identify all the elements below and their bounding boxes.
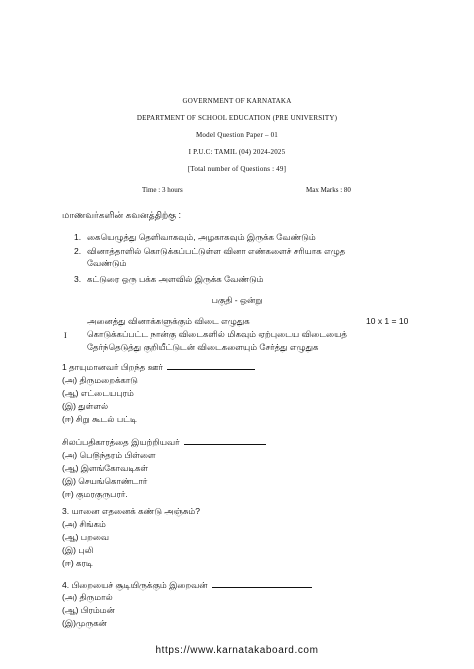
instructions-title: மாணவர்களின் கவனத்திற்கு :	[62, 210, 182, 220]
option: (ஆ) பறவை	[62, 532, 110, 542]
option: (அ) சிங்கம்	[62, 519, 106, 529]
option: (அ) பெ௫ந்தரம் பிள்ளை	[62, 450, 156, 460]
answer-blank	[167, 361, 255, 370]
question-text	[62, 579, 312, 592]
instruction-text: வினாத்தாளில் கொடுக்கப்பட்டுள்ள வினா எண்களைச் சரியாக எழுத	[87, 246, 346, 256]
instruction-text-continued: வேண்டும்	[87, 258, 127, 268]
header-max-marks: Max Marks : 80	[306, 186, 351, 194]
instruction-number: 3.	[74, 274, 82, 284]
section-instruction: அனைத்து வினாக்களுக்கும் விடை எழுதுக	[87, 316, 250, 326]
option: (அ) திருமறைக்காடு	[62, 375, 138, 385]
section-title: பகுதி - ஒன்று	[211, 295, 263, 305]
option: (ஆ) எட்டையபுரம்	[62, 388, 134, 398]
header-department: DEPARTMENT OF SCHOOL EDUCATION (PRE UNIVERSITY)	[136, 114, 338, 122]
question-label: சிலப்பதிகாரத்தை இயற்றியவர்	[62, 437, 180, 447]
header-paper-title: Model Question Paper – 01	[196, 131, 278, 139]
header-course: I P.U.C: TAMIL (04) 2024-2025	[188, 148, 286, 156]
section-roman-number: I	[64, 331, 67, 340]
header-total-questions: [Total number of Questions : 49]	[187, 165, 287, 173]
question-text: 3. யானை எதனைக் கண்டு அஞ்சும்?	[62, 506, 200, 516]
question-label: 1 தாயுமானவர் பிறந்த ஊர்	[62, 362, 163, 372]
question-text	[62, 361, 255, 374]
option: (இ) புலி	[62, 545, 94, 555]
option: (இ) துள்ளல்	[62, 401, 109, 411]
instruction-text: கட்டுரை ஒரு பக்க அளவில் இருக்க வேண்டும்	[87, 274, 264, 284]
option: (ஈ) கரடி	[62, 558, 93, 568]
section-marks: 10 x 1 = 10	[366, 316, 409, 326]
header-government: GOVERNMENT OF KARNATAKA	[182, 97, 292, 105]
section-instruction: கொடுக்கப்பட்ட நான்கு விடைகளில் மிகவும் ஏற்புடைய விடையைத்	[87, 329, 347, 339]
option: (ஆ) பிரம்மன்	[62, 605, 115, 615]
option: (ஈ) குமரகுருபரர்.	[62, 489, 128, 499]
option: (ஆ) இளங்கோவடிகள்	[62, 463, 149, 473]
question-label: 4. பிறையைச் சூடியிருக்கும் இறைவன்	[62, 580, 208, 590]
option: (ஈ) சிறு கூடல் பட்டி	[62, 414, 137, 424]
instruction-number: 2.	[74, 246, 82, 256]
answer-blank	[184, 436, 266, 445]
section-instruction: தேர்ந்தெடுத்து குறியீட்டுடன் விடைகளையும் சேர்த்து எழுதுக	[87, 342, 319, 352]
option: (அ) திருமால்	[62, 592, 113, 602]
option: (இ)முருகன்	[62, 618, 107, 628]
instruction-text: கையெழுத்து தெளிவாகவும், அழகாகவும் இருக்க வேண்டும்	[87, 232, 316, 242]
instruction-number: 1.	[74, 232, 82, 242]
answer-blank	[212, 579, 312, 588]
question-text	[62, 436, 266, 449]
footer-url[interactable]: https://www.karnatakaboard.com	[155, 645, 319, 656]
header-time: Time : 3 hours	[142, 186, 183, 194]
option: (இ) செயங்கொண்டார்	[62, 476, 148, 486]
